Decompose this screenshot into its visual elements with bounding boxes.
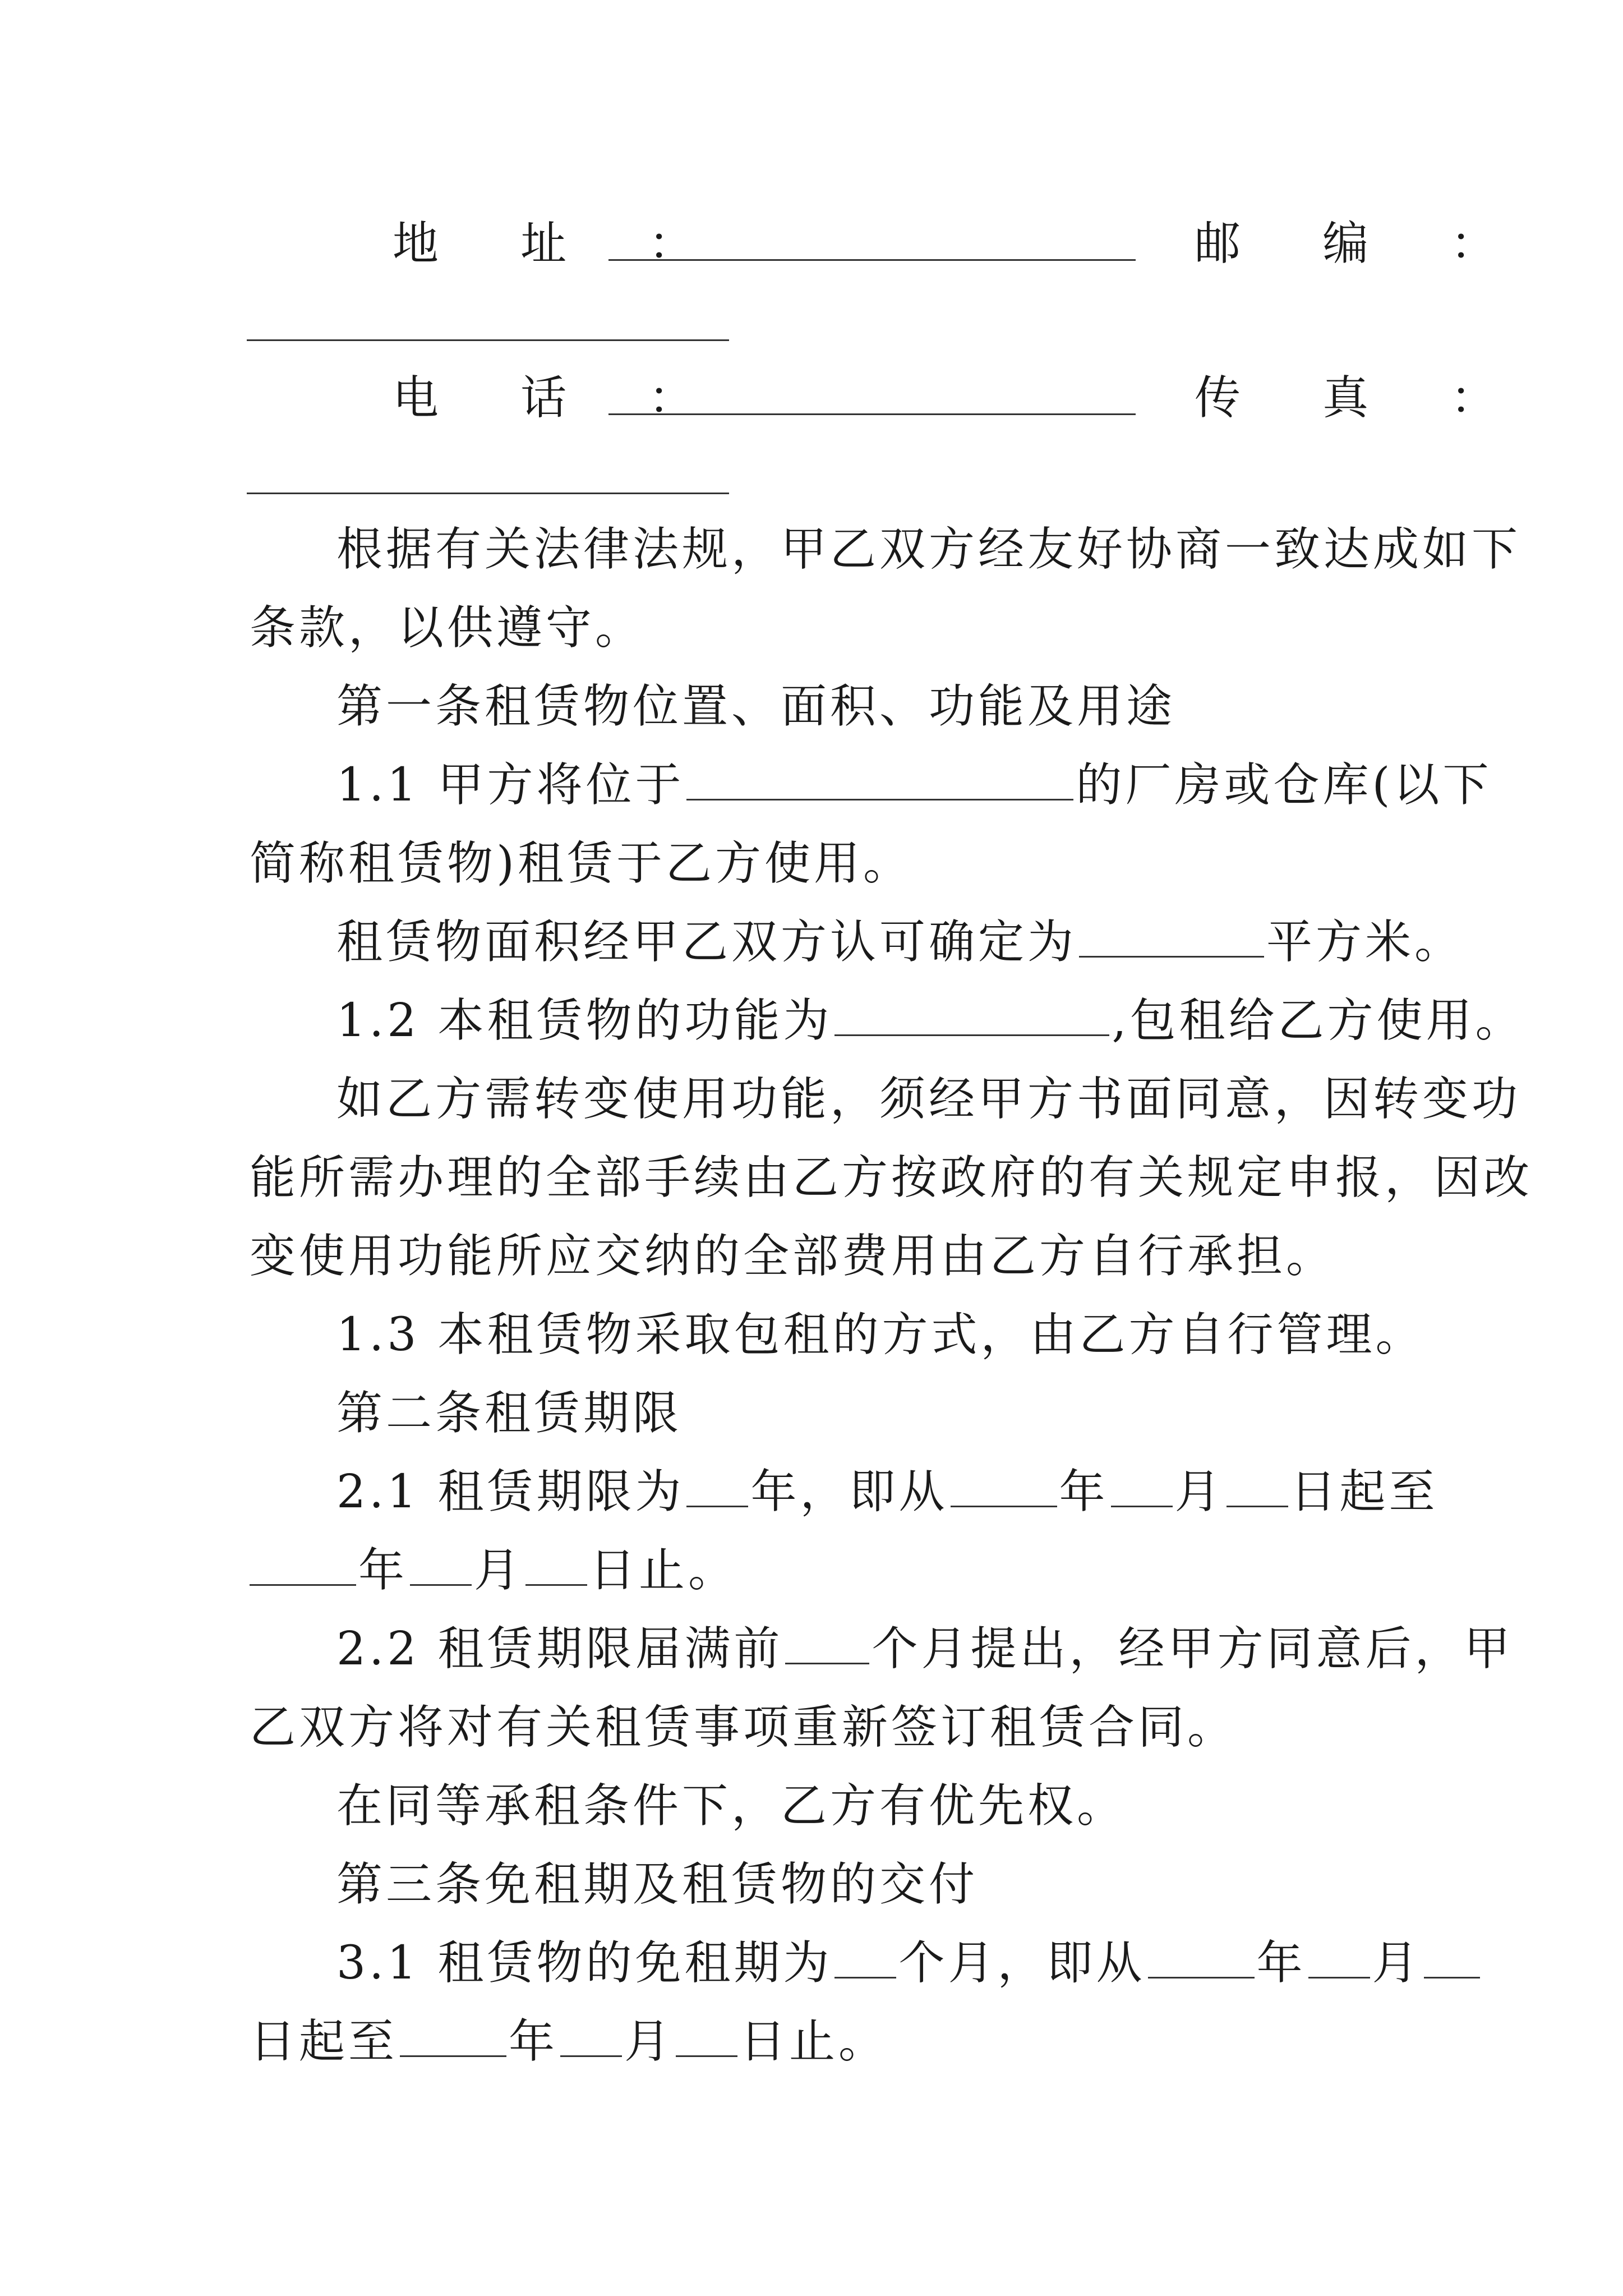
clause-2-2-text-b: 个月提出，经甲方同意后，甲 [872, 1622, 1514, 1676]
clause-3-1-text-e: 日起至 [250, 2015, 398, 2068]
postcode-label: 邮 编 ： [1195, 217, 1530, 270]
end-month-blank[interactable] [410, 1547, 472, 1586]
clause-2-1-text-e: 日起至 [1290, 1465, 1438, 1519]
clause-2-2-cont: 乙双方将对有关租赁事项重新签订租赁合同。 [250, 1701, 1237, 1754]
intro-line-2: 条款，以供遵守。 [250, 601, 645, 655]
clause-3-1-text-a: 3.1 租赁物的免租期为 [336, 1936, 833, 1990]
change-line-3: 变使用功能所应交纳的全部费用由乙方自行承担。 [250, 1230, 1336, 1283]
address-line[interactable] [608, 259, 1136, 261]
area-text-b: 平方米。 [1266, 915, 1464, 969]
clause-2-1-text-h: 日止。 [589, 1544, 738, 1597]
location-blank[interactable] [686, 762, 1073, 800]
clause-1-1-text-b: 的厂房或仓库(以下 [1076, 758, 1492, 812]
notice-months-blank[interactable] [785, 1626, 869, 1664]
clause-2-1-text-a: 2.1 租赁期限为 [336, 1465, 685, 1519]
free-start-month-blank[interactable] [1308, 1940, 1370, 1978]
clause-1-2-text-a: 1.2 本租赁物的功能为 [336, 994, 833, 1047]
clause-3-1-text-f: 年 [509, 2015, 559, 2068]
free-months-blank[interactable] [834, 1940, 896, 1978]
free-end-year-blank[interactable] [400, 2018, 506, 2057]
clause-1-2-text-b: ,包租给乙方使用。 [1112, 994, 1525, 1047]
free-end-day-blank[interactable] [676, 2018, 737, 2057]
clause-3-1-cont [250, 2014, 888, 2070]
free-end-month-blank[interactable] [560, 2018, 622, 2057]
fax-label: 传 真 ： [1195, 371, 1530, 425]
clause-1-3: 1.3 本租赁物采取包租的方式，由乙方自行管理。 [336, 1308, 1425, 1361]
clause-2-2 [336, 1621, 1514, 1677]
intro-line-1: 根据有关法律法规，甲乙双方经友好协商一致达成如下 [336, 523, 1521, 576]
clause-2-1-cont [250, 1543, 737, 1599]
area-blank[interactable] [1079, 919, 1264, 958]
start-day-blank[interactable] [1227, 1469, 1288, 1507]
article3-title: 第三条免租期及租赁物的交付 [336, 1858, 979, 1911]
clause-3-1-text-g: 月 [624, 2015, 674, 2068]
clause-2-1-text-b: 年，即从 [750, 1465, 948, 1519]
phone-line[interactable] [608, 413, 1136, 415]
clause-2-2-text-a: 2.2 租赁期限届满前 [336, 1622, 783, 1676]
end-year-blank[interactable] [250, 1547, 356, 1586]
clause-2-1 [336, 1464, 1438, 1520]
clause-1-1 [336, 757, 1492, 813]
fax-line[interactable] [247, 493, 729, 494]
clause-2-1-text-f: 年 [358, 1544, 408, 1597]
article1-title: 第一条租赁物位置、面积、功能及用途 [336, 680, 1176, 733]
clause-1-1-text-a: 1.1 甲方将位于 [336, 758, 685, 812]
function-blank[interactable] [834, 997, 1109, 1036]
clause-3-1-text-d: 月 [1372, 1936, 1422, 1990]
address-label: 地 址 ： [393, 217, 728, 270]
free-start-year-blank[interactable] [1148, 1940, 1255, 1978]
clause-3-1-text-c: 年 [1256, 1936, 1306, 1990]
clause-1-1-cont: 简称租赁物)租赁于乙方使用。 [250, 837, 912, 890]
start-month-blank[interactable] [1111, 1469, 1173, 1507]
change-line-2: 能所需办理的全部手续由乙方按政府的有关规定申报，因改 [250, 1151, 1533, 1204]
term-years-blank[interactable] [686, 1469, 748, 1507]
phone-label: 电 话 ： [393, 371, 728, 425]
clause-2-1-text-d: 月 [1174, 1465, 1224, 1519]
postcode-line[interactable] [247, 339, 729, 341]
article2-title: 第二条租赁期限 [336, 1387, 683, 1440]
clause-3-1 [336, 1935, 1482, 1991]
clause-3-1-text-h: 日止。 [740, 2015, 888, 2068]
area-text-a: 租赁物面积经甲乙双方认可确定为 [336, 915, 1077, 969]
clause-1-2 [336, 993, 1525, 1049]
change-line-1: 如乙方需转变使用功能，须经甲方书面同意，因转变功 [336, 1073, 1521, 1126]
start-year-blank[interactable] [951, 1469, 1057, 1507]
priority-line: 在同等承租条件下，乙方有优先权。 [336, 1779, 1127, 1833]
clause-2-1-text-c: 年 [1059, 1465, 1109, 1519]
clause-2-1-text-g: 月 [474, 1544, 524, 1597]
clause-3-1-text-b: 个月，即从 [898, 1936, 1146, 1990]
area-line [336, 914, 1464, 970]
free-start-day-blank[interactable] [1424, 1940, 1480, 1978]
end-day-blank[interactable] [525, 1547, 587, 1586]
